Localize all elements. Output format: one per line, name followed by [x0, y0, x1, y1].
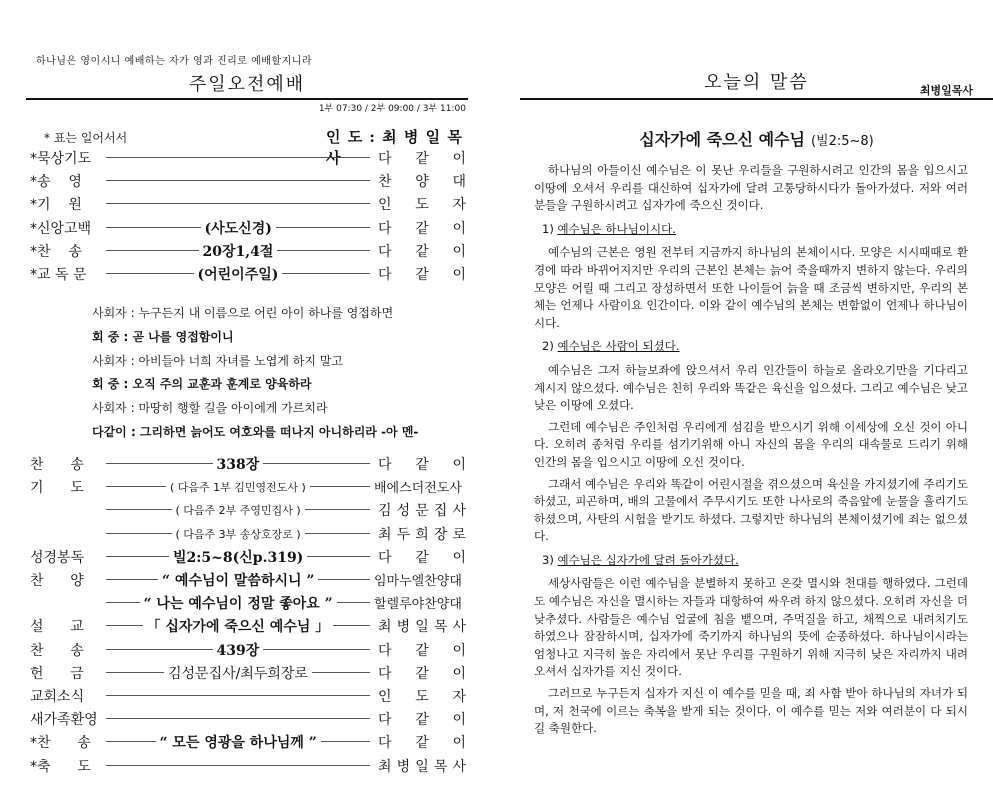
order-item-detail: “ 나는 예수님이 정말 좋아요 ”	[140, 593, 337, 613]
leader-char: 사	[452, 619, 466, 636]
order-item-detail: (사도신경)	[201, 218, 276, 238]
sermon-paragraph: 세상사람들은 이런 예수님을 분별하지 못하고 온갖 멸시와 천대를 행하였다. 그런데도 예수님은 자신을 멸시하는 자들과 대항하여 싸우려 하지 않으셨다. 오히려 자신을 더 낮추셨다. 사람들은 예수님 얼굴에 침을 뱉으며, 주먹질을 하고, 채찍으로 내려치기도 하였으나 잠잠하시며, 십자가에 죽기까지 하나님의 뜻에 순종하셨다. 하나님이시라는 엄청나고 지극히 높은 자리에서 못난 우리를 구원하기 위해 지극히 낮은 자리까지 내려오셔서 십자가를 지신 것이다.	[534, 576, 968, 679]
leader-char: 할렐루야찬양대	[374, 597, 462, 613]
order-row	[30, 591, 466, 613]
leader-char: 인	[378, 197, 392, 214]
leader-char: 이	[452, 151, 466, 167]
order-item-leader	[378, 616, 466, 636]
leader-char: 이	[452, 267, 466, 283]
sermon-point-text: 예수님은 사람이 되셨다.	[557, 339, 680, 354]
order-item-leader	[378, 171, 466, 191]
order-item-leader	[378, 732, 466, 752]
order-item-detail: 338장	[213, 454, 264, 474]
order-item-leader	[378, 500, 466, 520]
sermon-point-text: 예수님은 하나님이시다.	[557, 221, 676, 236]
order-item-label: *찬 송	[30, 243, 82, 260]
leader-char: 최	[378, 619, 392, 636]
order-row	[30, 262, 466, 284]
order-row	[30, 192, 466, 214]
sermon-point-number: 3)	[542, 552, 558, 567]
order-row	[30, 146, 466, 168]
motto-text: 하나님은 영이시니 예배하는 자가 영과 진리로 예배할지니라	[36, 56, 313, 67]
order-item-label: 새가족환영	[30, 712, 98, 729]
order-row	[30, 730, 466, 752]
leader-char: 집	[433, 503, 448, 520]
leader-char: 이	[452, 243, 466, 260]
responsive-line: 사회자 : 아비들아 너희 자녀를 노엽게 하지 말고	[92, 353, 343, 368]
sermon-intro: 하나님의 아들이신 예수님은 이 못난 우리들을 구원하시려고 인간의 몸을 입으시고 이땅에 오셔서 우리를 대신하여 십자가에 달려 고통당하시다가 돌아가셨다. 저와 여러분들을 구원하시려고 십자가에 죽으신 것이다.	[534, 163, 968, 213]
leader-char: 일	[415, 619, 429, 636]
order-row	[30, 545, 466, 567]
order-item-detail: 빌2:5~8(신p.319)	[169, 547, 307, 567]
order-item-leader	[374, 570, 466, 589]
leader-char: 자	[452, 689, 466, 705]
leader-char: 같	[415, 735, 429, 752]
leader-char: 최	[378, 758, 392, 775]
leader-char: 같	[415, 151, 429, 167]
order-item-detail: ( 다음주 2부 주영민집사 )	[172, 502, 305, 518]
leader-line: 인 도 : 최 병 일 목 사	[326, 128, 463, 167]
order-item-detail: 439장	[213, 640, 264, 660]
sermon-point-number: 2)	[542, 339, 558, 354]
preacher-name: 최병일목사	[919, 84, 973, 97]
leader-char: 이	[452, 220, 466, 237]
order-item-leader	[378, 454, 466, 474]
leader-char: 같	[415, 220, 429, 237]
sermon-point-heading	[542, 221, 968, 239]
order-item-detail: ( 다음주 3부 송상호장로 )	[172, 526, 305, 542]
order-row	[30, 239, 466, 261]
sermon-paragraph: 그러므로 누구든지 십자가 지신 이 예수를 믿을 때, 죄 사함 받아 하나님의 자녀가 되며, 저 천국에 이르는 축복을 받게 되는 것이다. 이 예수를 믿는 저와 여러분이 다 되시길 축원한다.	[534, 686, 968, 736]
order-row	[30, 661, 466, 683]
leader-char: 이	[452, 665, 466, 682]
order-row	[30, 568, 466, 590]
leader-char: 사	[452, 758, 466, 775]
leader-char: 장	[433, 526, 448, 543]
order-item-leader	[378, 218, 466, 238]
sermon-paragraph: 예수님은 그저 하늘보좌에 앉으셔서 우리 인간들이 하늘로 올라오기만을 기다리고 계시지 않으셨다. 예수님은 친히 우리와 똑같은 육신을 입으셨다. 그리고 예수님은 낮고 낮은 이땅에 오셨다.	[534, 362, 968, 413]
order-item-leader	[378, 640, 466, 660]
order-item-label: 찬 양	[30, 573, 84, 589]
order-row	[30, 452, 466, 474]
order-item-leader	[374, 593, 466, 612]
order-row	[30, 614, 466, 636]
order-item-leader	[378, 264, 466, 284]
leader-dots	[106, 203, 370, 204]
leader-char: 자	[452, 197, 466, 214]
leader-char: 성	[396, 503, 411, 520]
order-item-detail: 20장1,4절	[199, 241, 278, 261]
leader-char: 도	[415, 689, 429, 705]
responsive-reading	[92, 302, 418, 445]
leader-dots	[106, 157, 370, 158]
responsive-line: 다같이 : 그리하면 늙어도 여호와를 떠나지 아니하리라 -아 멘-	[92, 424, 419, 439]
leader-char: 목	[433, 758, 448, 775]
sermon-reference: (빌2:5~8)	[810, 134, 874, 149]
order-item-detail: “ 모든 영광을 하나님께 ”	[156, 732, 321, 752]
order-item-label: 성경봉독	[30, 549, 85, 566]
order-item-label: 설 교	[30, 619, 84, 636]
order-item-leader	[378, 756, 466, 776]
leader-char: 같	[415, 665, 429, 682]
leader-char: 병	[396, 758, 411, 775]
leader-char: 두	[396, 526, 411, 543]
leader-dots	[106, 718, 370, 719]
leader-char: 인	[378, 689, 392, 705]
leader-char: 최	[378, 526, 392, 543]
order-row	[30, 684, 466, 706]
order-row	[30, 522, 466, 544]
leader-char: 양	[415, 174, 429, 191]
sermon-point-text: 예수님은 십자가에 달려 돌아가셨다.	[557, 552, 739, 567]
sermon-body	[534, 162, 968, 742]
order-item-leader	[378, 709, 466, 729]
order-item-leader	[378, 241, 466, 261]
leader-char: 같	[415, 457, 429, 473]
order-item-detail: (어린이주일)	[194, 264, 283, 284]
standing-note: * 표는 일어서서	[44, 131, 128, 145]
order-item-label: *송 영	[30, 174, 82, 191]
leader-char: 목	[433, 619, 448, 636]
leader-char: 문	[415, 503, 429, 520]
order-item-leader	[378, 148, 466, 168]
leader-char: 다	[378, 549, 392, 566]
order-item-detail: “ 예수님이 말씀하시니 ”	[158, 570, 318, 590]
order-row	[30, 498, 466, 520]
leader-char: 다	[378, 151, 392, 167]
order-item-label: 찬 송	[30, 642, 84, 659]
leader-char: 사	[452, 503, 466, 520]
leader-char: 같	[415, 549, 429, 566]
order-row	[30, 638, 466, 660]
sermon-title	[520, 127, 993, 150]
leader-char: 다	[378, 712, 392, 729]
leader-char: 배에스더전도사	[374, 481, 462, 497]
responsive-line: 사회자 : 누구든지 내 이름으로 어린 아이 하나를 영접하면	[92, 306, 394, 320]
sermon-paragraph: 예수님의 근본은 영원 전부터 지금까지 하나님의 본체이시다. 모양은 시시때때로 환경에 따라 바뀌어지지만 우리의 근본인 본체는 늙어 죽을때까지 변하지 않는다. 우리의 모양은 어릴 때 그리고 장성하면서 또한 나이들어 늙을 때 조금씩 변하지만, 우리의 본체는 언제나 사람이요 인간이다. 이와 같이 예수님의 본체는 변함없이 언제나 하나님이시다.	[534, 245, 968, 330]
bulletin-left-page	[0, 0, 480, 805]
order-item-leader	[374, 477, 466, 496]
leader-char: 다	[378, 665, 392, 682]
order-item-label: 기 도	[30, 480, 84, 497]
leader-char: 다	[378, 642, 392, 659]
order-row	[30, 169, 466, 191]
responsive-line: 회 중 : 곧 나를 영접함이니	[92, 329, 234, 344]
leader-char: 같	[415, 243, 429, 260]
order-item-label: *신앙고백	[30, 220, 92, 237]
order-item-leader	[378, 524, 466, 544]
order-item-label: 헌 금	[30, 665, 84, 682]
order-item-detail: 「 십자가에 죽으신 예수님 」	[143, 616, 334, 636]
sermon-paragraph: 그런데 예수님은 주인처럼 우리에게 섬김을 받으시기 위해 이세상에 오신 것이 아니다. 오히려 종처럼 우리를 섬기기위해 아니 자신의 몸을 우리의 대속물로 드리기 위해 인간의 몸을 입으시고 이땅에 오신 것이다.	[534, 419, 968, 469]
order-row	[30, 707, 466, 729]
leader-dots	[106, 765, 370, 766]
order-item-label: 찬 송	[30, 457, 84, 473]
order-item-label: *찬 송	[30, 735, 91, 752]
order-row	[30, 754, 466, 776]
word-title-divider	[520, 98, 993, 100]
leader-char: 로	[452, 526, 466, 543]
order-item-label: *기 원	[30, 197, 82, 214]
service-times: 1부 07:30 / 2부 09:00 / 3부 11:00	[318, 104, 466, 114]
leader-char: 이	[452, 457, 466, 473]
leader-char: 임마누엘찬양대	[374, 574, 462, 589]
leader-char: 같	[415, 642, 429, 659]
leader-char: 이	[452, 735, 466, 752]
service-title: 주일오전예배	[188, 74, 306, 95]
order-item-leader	[378, 686, 466, 706]
leader-char: 도	[415, 197, 429, 214]
leader-char: 찬	[378, 174, 392, 191]
leader-char: 다	[378, 267, 392, 283]
leader-char: 희	[415, 526, 429, 543]
leader-dots	[106, 180, 370, 181]
sermon-point-heading	[542, 338, 968, 356]
leader-char: 이	[452, 642, 466, 659]
leader-char: 다	[378, 735, 392, 752]
order-item-detail: 김성문집사/최두희장로	[164, 663, 312, 683]
leader-dots	[106, 695, 370, 696]
sermon-point-number: 1)	[542, 221, 558, 236]
leader-char: 같	[415, 712, 429, 729]
leader-char: 이	[452, 549, 466, 566]
leader-char: 일	[415, 758, 429, 775]
order-item-leader	[378, 194, 466, 214]
responsive-line: 사회자 : 마땅히 행할 길을 아이에게 가르치라	[92, 401, 328, 416]
leader-char: 이	[452, 712, 466, 729]
leader-char: 다	[378, 220, 392, 237]
order-item-label: *묵상기도	[30, 151, 92, 167]
leader-char: 다	[378, 243, 392, 260]
title-divider	[26, 98, 468, 100]
sermon-paragraph: 그래서 예수님은 우리와 똑같이 어린시절을 겪으셨으며 육신을 가지셨기에 주리기도 하셨고, 피곤하며, 배의 고물에서 주무시기도 또한 나사로의 죽음앞에 눈물을 흘리기도 하셨으며, 사탄의 시험을 받기도 하셨다. 그렇지만 하나님의 본체이셨기에 죄는 없으셨다.	[534, 476, 968, 544]
sermon-point-heading	[542, 552, 968, 570]
order-item-label: *교 독 문	[30, 267, 87, 283]
leader-char: 다	[378, 457, 392, 473]
sermon-title-text: 십자가에 죽으신 예수님	[639, 130, 805, 149]
order-item-detail: ( 다음주 1부 김민영전도사 )	[166, 479, 310, 495]
bulletin-right-page	[520, 0, 993, 805]
order-item-label: 교회소식	[30, 689, 85, 705]
order-row	[30, 216, 466, 238]
order-row	[30, 475, 466, 497]
leader-char: 김	[378, 503, 392, 520]
todays-word-title: 오늘의 말씀	[704, 72, 809, 93]
leader-char: 대	[452, 174, 466, 191]
order-item-leader	[378, 547, 466, 567]
responsive-line: 회 중 : 오직 주의 교훈과 훈계로 양육하라	[92, 377, 312, 392]
leader-char: 같	[415, 267, 429, 283]
order-item-label: *축 도	[30, 758, 91, 775]
leader-char: 병	[396, 619, 411, 636]
order-item-leader	[378, 663, 466, 683]
